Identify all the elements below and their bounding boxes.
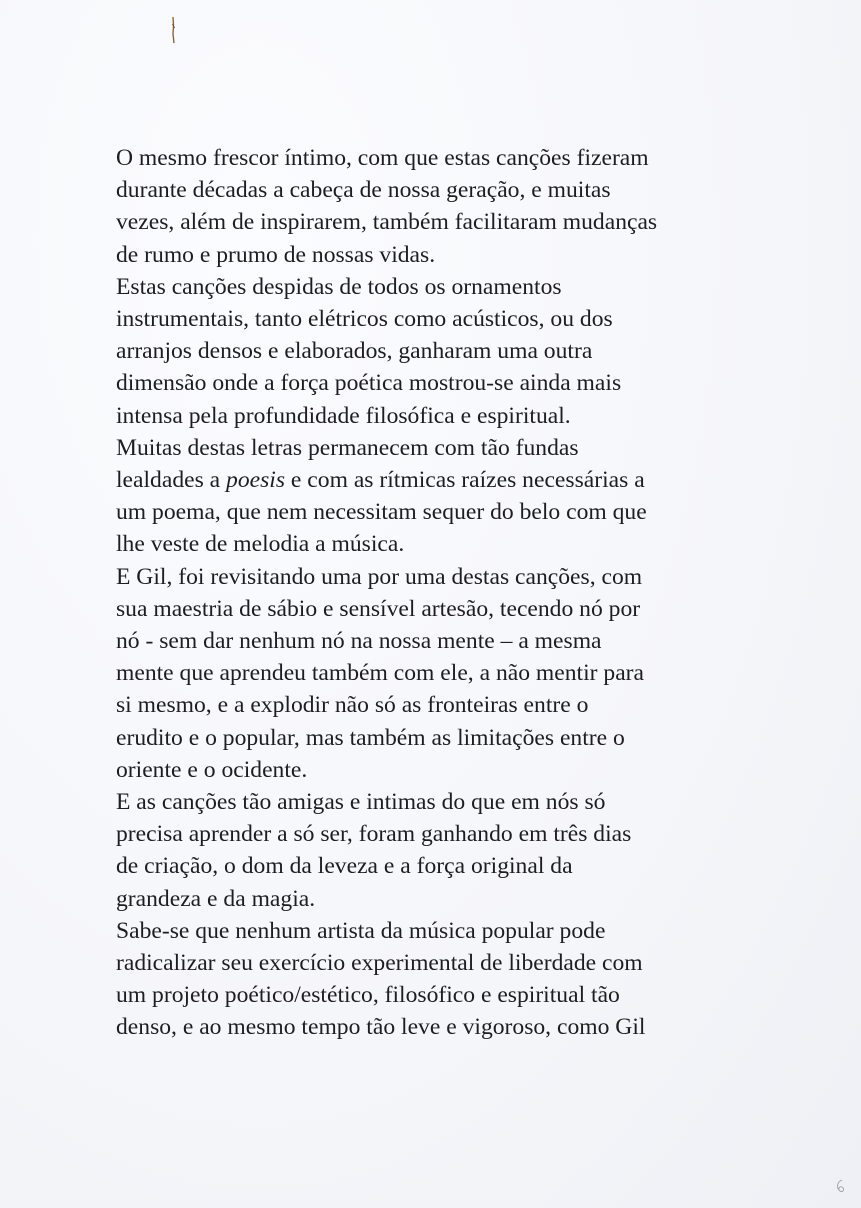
text-line: um poema, que nem necessitam sequer do belo com que [116,499,647,526]
text-line: grandeza e da magia. [116,885,316,912]
text-line: si mesmo, e a explodir não só as fronteiras entre o [116,692,589,719]
text-line: durante décadas a cabeça de nossa geração, e muitas [116,177,611,204]
text-line: E as canções tão amigas e intimas do que em nós só [116,789,606,816]
text-line: Muitas destas letras permanecem com tão fundas [116,434,579,461]
text-line: sua maestria de sábio e sensível artesão, tecendo nó por [116,595,641,622]
text-line: erudito e o popular, mas também as limitações entre o [116,724,625,751]
text-line: O mesmo frescor íntimo, com que estas canções fizeram [116,145,649,171]
text-line: oriente e o ocidente. [116,756,308,783]
text-line: de criação, o dom da leveza e a força original da [116,853,573,880]
text-line: E Gil, foi revisitando uma por uma destas canções, com [116,563,643,590]
text-line: Estas canções despidas de todos os ornamentos [116,273,562,300]
body-text [116,142,756,1044]
text-line: instrumentais, tanto elétricos como acústicos, ou dos [116,306,613,333]
text-line: lhe veste de melodia a música. [116,531,405,558]
text-line: de rumo e prumo de nossas vidas. [116,241,436,268]
text-line: nó - sem dar nenhum nó na nossa mente – a mesma [116,628,602,655]
text-line: vezes, além de inspirarem, também facilitaram mudanças [116,209,658,236]
text-line: arranjos densos e elaborados, ganharam uma outra [116,338,593,365]
text-line: denso, e ao mesmo tempo tão leve e vigoroso, como Gil [116,1014,646,1041]
text-line [116,464,756,496]
text-line: dimensão onde a força poética mostrou-se ainda mais [116,370,622,397]
text-line: mente que aprendeu também com ele, a não mentir para [116,660,645,687]
pencil-mark [833,1178,847,1194]
italic-word: poesis [226,467,286,494]
text-line: um projeto poético/estético, filosófico e espiritual tão [116,982,620,1009]
text-segment: lealdades a [116,467,227,494]
text-segment: e com as rítmicas raízes necessárias a [285,467,645,494]
text-line: radicalizar seu exercício experimental de liberdade com [116,950,643,977]
pen-mark [170,16,176,44]
text-line: intensa pela profundidade filosófica e espiritual. [116,402,571,429]
text-line: precisa aprender a só ser, foram ganhando em três dias [116,821,632,848]
text-line: Sabe-se que nenhum artista da música popular pode [116,917,606,944]
